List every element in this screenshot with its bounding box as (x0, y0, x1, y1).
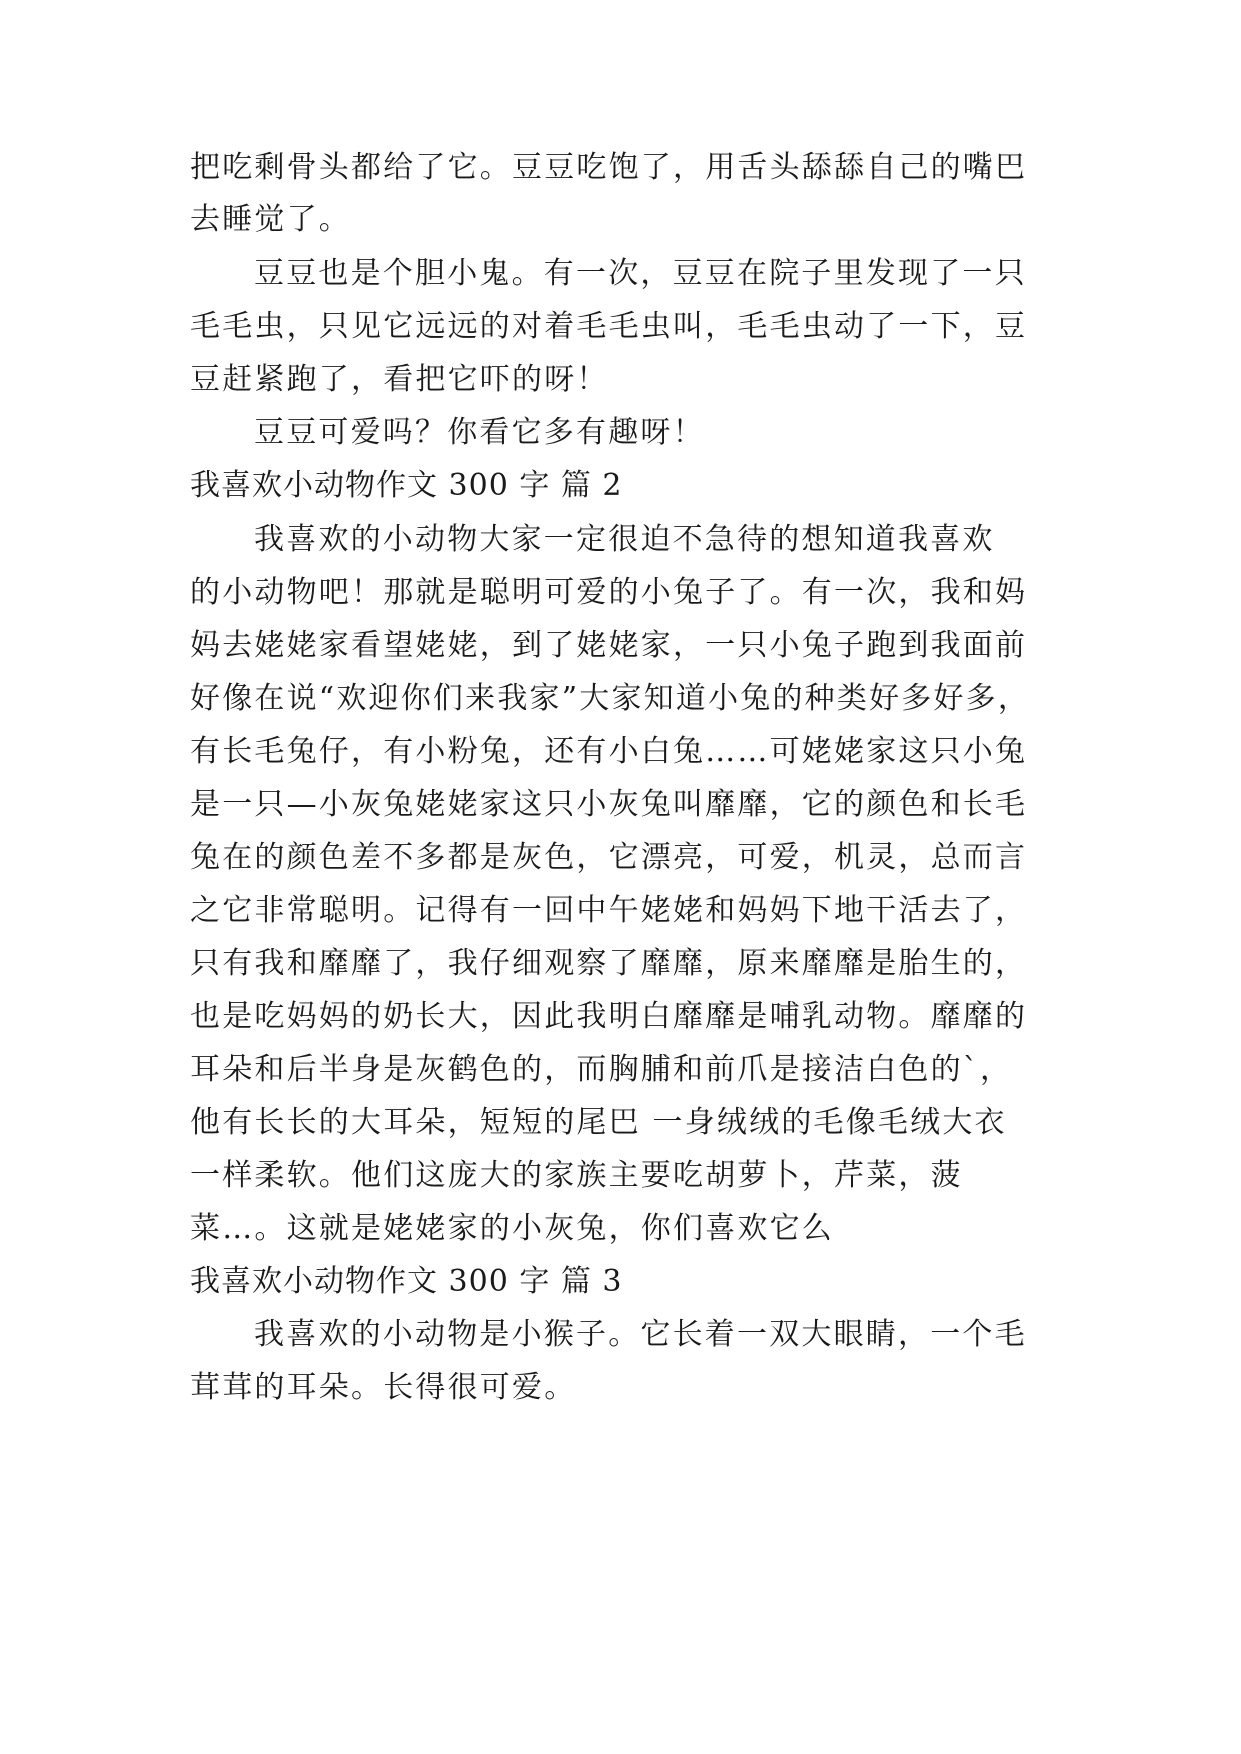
paragraph-line: 把吃剩骨头都给了它。豆豆吃饱了，用舌头舔舔自己的嘴巴 (190, 150, 1028, 185)
paragraph-line: 去睡觉了。 (190, 202, 351, 237)
paragraph-line: 菜…。这就是姥姥家的小灰兔，你们喜欢它么 (190, 1211, 834, 1246)
paragraph-line: 耳朵和后半身是灰鹤色的，而胸脯和前爪是接洁白色的`， (190, 1052, 1013, 1087)
paragraph-line: 好像在说“欢迎你们来我家”大家知道小兔的种类好多好多， (190, 681, 1031, 716)
paragraph-line: 一样柔软。他们这庞大的家族主要吃胡萝卜，芹菜，菠 (190, 1158, 963, 1193)
paragraph-line: 毛毛虫，只见它远远的对着毛毛虫叫，毛毛虫动了一下，豆 (190, 309, 1028, 344)
paragraph-line: 兔在的颜色差不多都是灰色，它漂亮，可爱，机灵，总而言 (190, 840, 1028, 875)
paragraph-line: 他有长长的大耳朵，短短的尾巴 一身绒绒的毛像毛绒大衣 (190, 1105, 1007, 1140)
section-heading: 我喜欢小动物作文 300 字 篇 2 (190, 468, 623, 503)
paragraph-line: 也是吃妈妈的奶长大，因此我明白靡靡是哺乳动物。靡靡的 (190, 999, 1028, 1034)
paragraph-line: 我喜欢的小动物大家一定很迫不急待的想知道我喜欢 (254, 522, 995, 557)
paragraph-line: 豆赶紧跑了，看把它吓的呀！ (190, 362, 609, 397)
paragraph-line: 我喜欢的小动物是小猴子。它长着一双大眼睛，一个毛 (254, 1317, 1027, 1352)
paragraph-line: 豆豆可爱吗？你看它多有趣呀！ (254, 415, 705, 450)
paragraph-line: 之它非常聪明。记得有一回中午姥姥和妈妈下地干活去了， (190, 893, 1028, 928)
paragraph-line: 有长毛兔仔，有小粉兔，还有小白兔……可姥姥家这只小兔 (190, 734, 1028, 769)
section-heading: 我喜欢小动物作文 300 字 篇 3 (190, 1264, 623, 1299)
paragraph-line: 茸茸的耳朵。长得很可爱。 (190, 1370, 577, 1405)
paragraph-line: 的小动物吧！那就是聪明可爱的小兔子了。有一次，我和妈 (190, 575, 1028, 610)
paragraph-line: 豆豆也是个胆小鬼。有一次，豆豆在院子里发现了一只 (254, 256, 1027, 291)
paragraph-line: 是一只—小灰兔姥姥家这只小灰兔叫靡靡，它的颜色和长毛 (190, 787, 1028, 822)
paragraph-line: 只有我和靡靡了，我仔细观察了靡靡，原来靡靡是胎生的， (190, 946, 1028, 981)
paragraph-line: 妈去姥姥家看望姥姥，到了姥姥家，一只小兔子跑到我面前 (190, 628, 1028, 663)
